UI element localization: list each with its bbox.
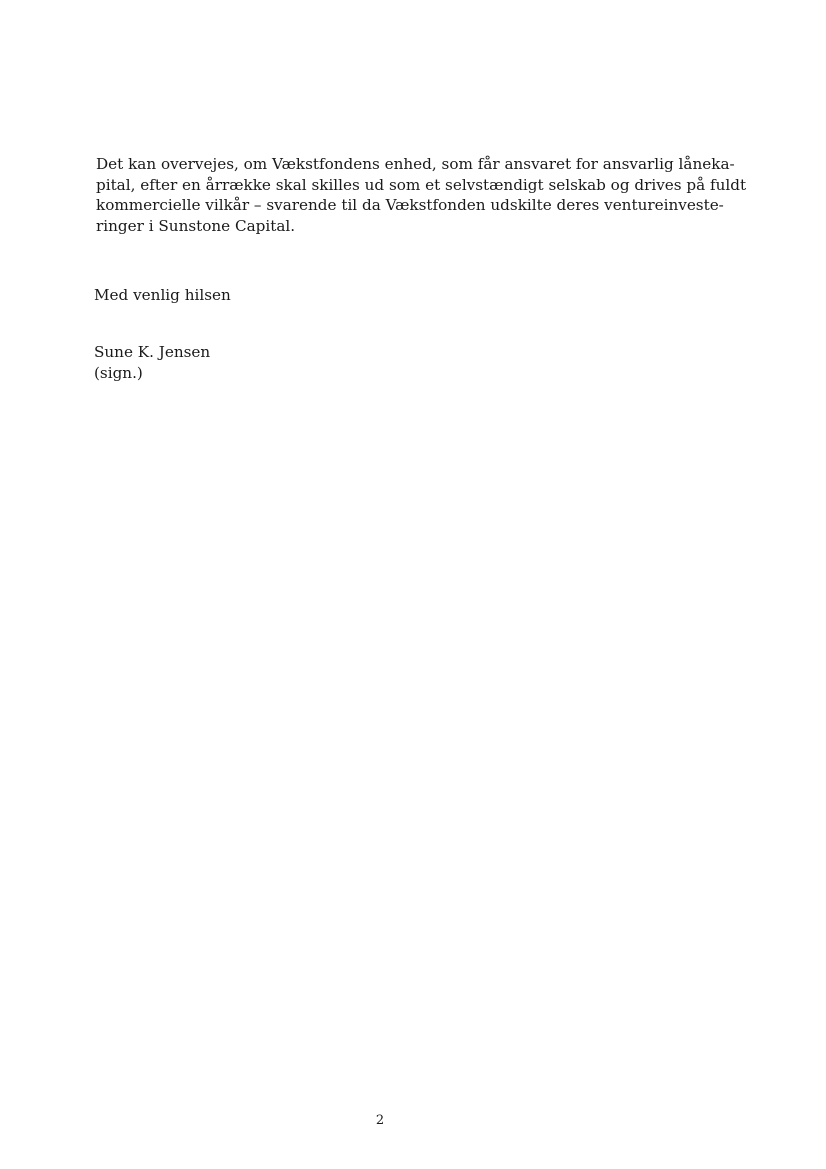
paragraph-line: ringer i Sunstone Capital. <box>96 216 296 235</box>
signatory-name: Sune K. Jensen <box>94 343 211 361</box>
signature-block <box>94 342 210 383</box>
paragraph-line: Det kan overvejes, om Vækstfondens enhed, som får ansvaret for ansvarlig låneka- <box>96 155 735 173</box>
body-paragraph <box>96 154 747 236</box>
closing-salutation: Med venlig hilsen <box>94 286 231 304</box>
paragraph-line: pital, efter en årrække skal skilles ud som et selvstændigt selskab og drives på fuldt <box>96 175 747 194</box>
paragraph-line: kommercielle vilkår – svarende til da Vækstfonden udskilte deres ventureinveste- <box>96 196 724 214</box>
page-number: 2 <box>375 1113 385 1128</box>
signature-note: (sign.) <box>94 363 143 382</box>
